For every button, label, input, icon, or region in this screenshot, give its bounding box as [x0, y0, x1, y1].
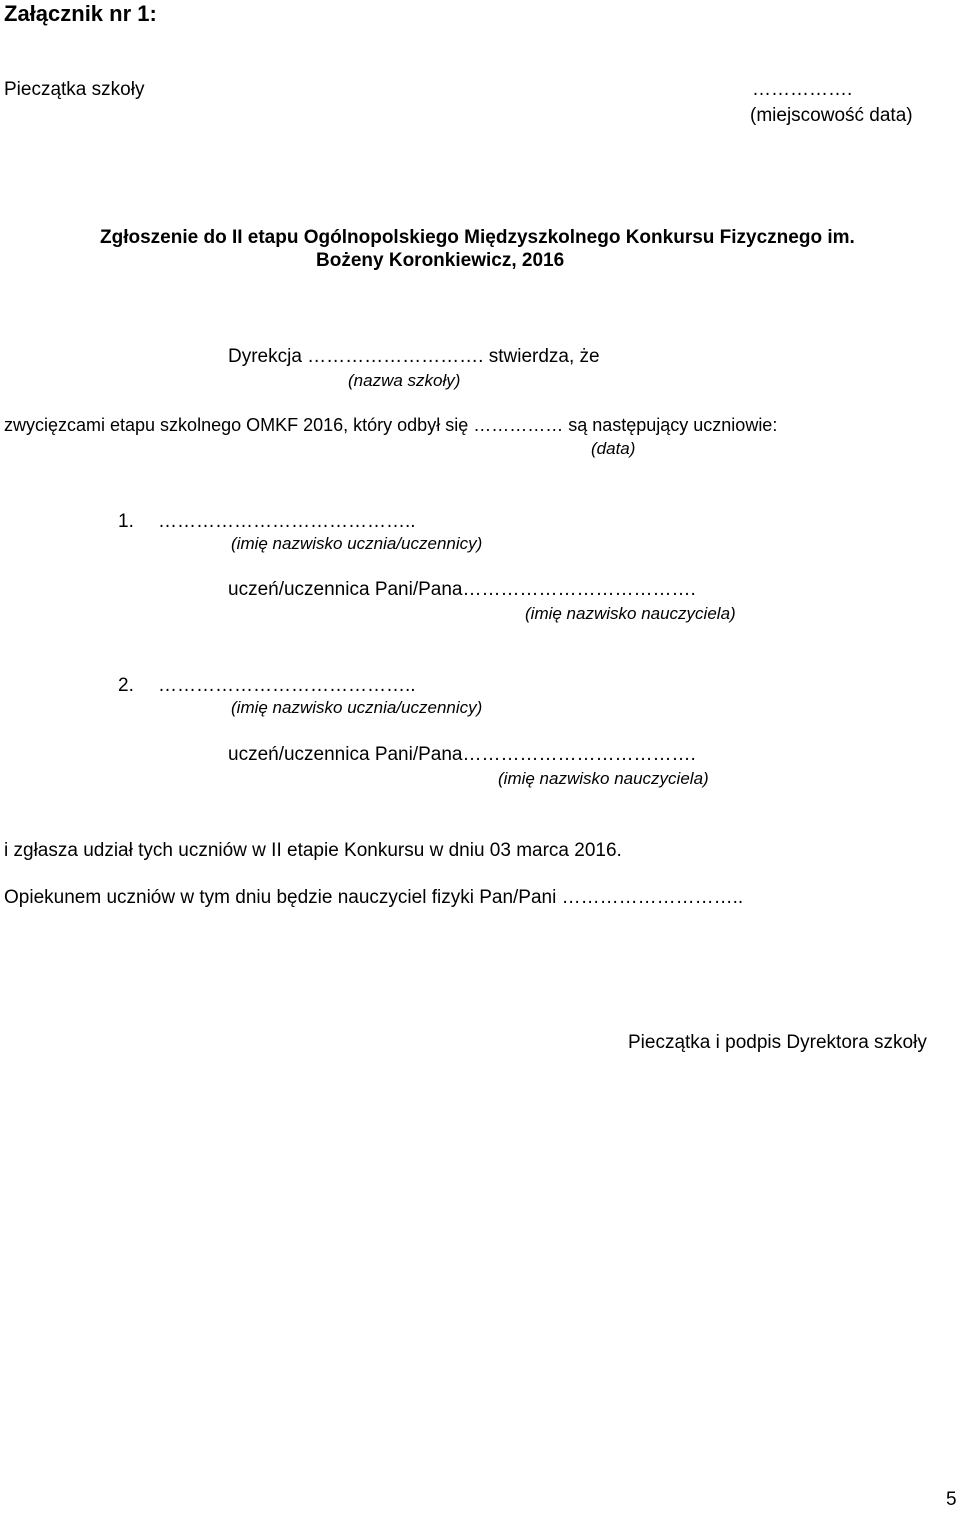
- student-2-teacher-caption: (imię nazwisko nauczyciela): [498, 769, 709, 788]
- student-1-teacher-line: uczeń/uczennica Pani/Pana……………………………….: [228, 579, 696, 600]
- school-directorate-line: Dyrekcja ………………………. stwierdza, że: [228, 346, 600, 367]
- student-2-number: 2.: [118, 675, 134, 696]
- student-1-name-caption: (imię nazwisko ucznia/uczennicy): [231, 534, 483, 553]
- page-heading: Załącznik nr 1:: [4, 1, 157, 26]
- place-date-placeholder: …………….: [752, 79, 853, 100]
- participation-declaration: i zgłasza udział tych uczniów w II etapie Konkursu w dniu 03 marca 2016.: [4, 840, 622, 861]
- student-2-name-placeholder: …………………………………..: [158, 675, 416, 696]
- page-number: 5: [946, 1489, 957, 1510]
- student-1-name-placeholder: …………………………………..: [158, 511, 416, 532]
- school-name-caption: (nazwa szkoły): [348, 371, 461, 390]
- student-1-name-line: [118, 512, 416, 531]
- school-stamp-label: Pieczątka szkoły: [4, 79, 145, 100]
- director-signature-label: Pieczątka i podpis Dyrektora szkoły: [628, 1032, 927, 1053]
- winners-statement: zwycięzcami etapu szkolnego OMKF 2016, który odbył się …………… są następujący uczniowie:: [4, 415, 778, 435]
- student-1-teacher-caption: (imię nazwisko nauczyciela): [525, 604, 736, 623]
- place-date-caption: (miejscowość data): [750, 105, 913, 126]
- student-1-number: 1.: [118, 511, 134, 532]
- supervisor-line: Opiekunem uczniów w tym dniu będzie nauczyciel fizyki Pan/Pani ………………………..: [4, 887, 744, 908]
- student-2-teacher-line: uczeń/uczennica Pani/Pana……………………………….: [228, 744, 696, 765]
- date-caption: (data): [591, 439, 636, 458]
- student-2-name-caption: (imię nazwisko ucznia/uczennicy): [231, 698, 483, 717]
- student-2-name-line: [118, 676, 416, 695]
- form-title-line-2: Bożeny Koronkiewicz, 2016: [316, 250, 565, 271]
- form-title-line-1: Zgłoszenie do II etapu Ogólnopolskiego Międzyszkolnego Konkursu Fizycznego im.: [100, 227, 855, 248]
